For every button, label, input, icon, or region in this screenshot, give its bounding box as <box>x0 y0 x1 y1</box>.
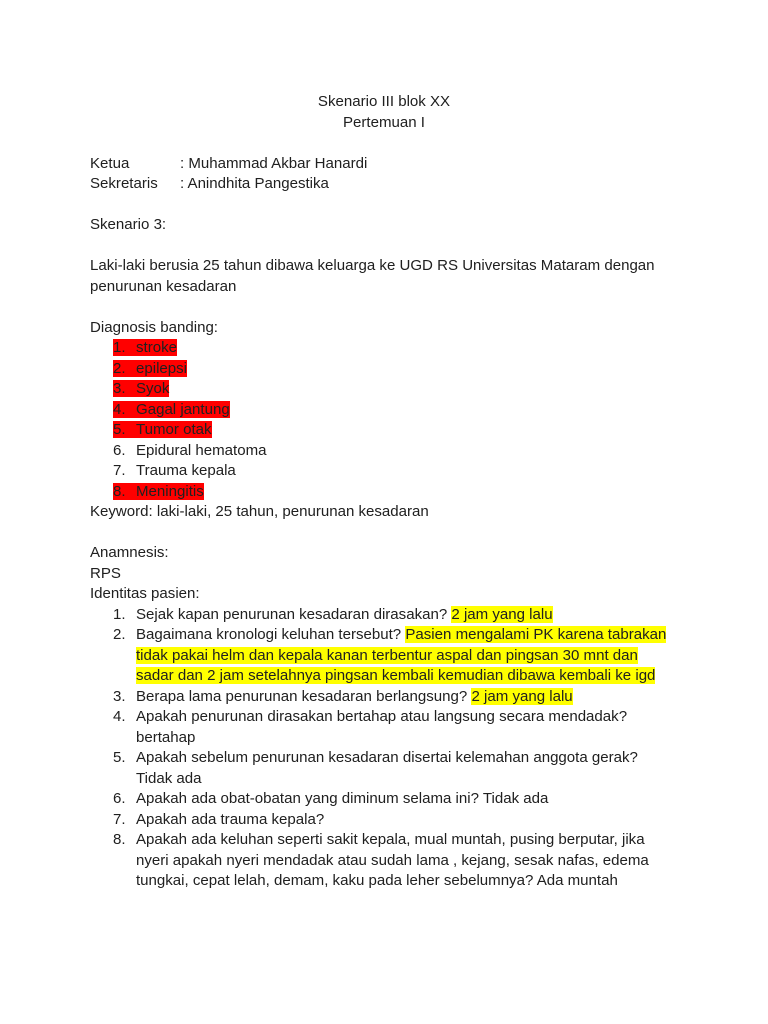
question-text: Berapa lama penurunan kesadaran berlangsung? <box>136 687 468 705</box>
question-item <box>90 625 674 687</box>
diagnosis-text: Tumor otak <box>136 421 212 438</box>
diagnosis-item <box>90 400 678 421</box>
diagnosis-highlight <box>113 421 212 438</box>
answer-text: Tidak ada <box>136 769 202 787</box>
list-number: 8. <box>113 482 126 500</box>
list-number: 5. <box>113 749 126 766</box>
member-row-ketua <box>90 154 678 175</box>
question-text: Apakah ada trauma kepala? <box>136 810 325 828</box>
question-item <box>90 810 674 831</box>
diagnosis-item <box>90 482 678 503</box>
question-text: Apakah sebelum penurunan kesadaran disertai kelemahan anggota gerak? <box>136 749 638 766</box>
diagnosis-text: Gagal jantung <box>136 400 230 418</box>
question-item <box>90 830 674 892</box>
blank-line <box>90 523 678 544</box>
question-text: Apakah ada obat-obatan yang diminum selama ini? <box>136 790 479 807</box>
list-number: 3. <box>113 380 126 397</box>
answer-text: bertahap <box>136 728 196 746</box>
page-title: Skenario III blok XX <box>317 93 451 110</box>
answer-text: Pasien mengalami PK karena tabrakan tidak pakai helm dan kepala kanan terbentur aspal dan pingsan 30 mnt dan sadar dan 2 jam setelahnya pingsan kembali kemudian dibawa kembali ke igd <box>136 626 667 684</box>
list-number: 7. <box>113 810 126 828</box>
list-number: 4. <box>113 708 126 725</box>
blank-line <box>90 297 678 318</box>
member-value: : Anindhita Pangestika <box>180 175 329 192</box>
list-number: 3. <box>113 687 126 705</box>
diagnosis-item <box>90 461 678 482</box>
list-number: 2. <box>113 626 126 643</box>
diagnosis-highlight <box>113 442 266 459</box>
question-item <box>90 605 674 626</box>
list-number: 7. <box>113 462 126 479</box>
blank-line <box>90 133 678 154</box>
scenario-heading: Skenario 3: <box>90 216 167 233</box>
question-item <box>90 748 674 789</box>
keyword-line: Keyword: laki-laki, 25 tahun, penurunan kesadaran <box>90 503 429 520</box>
question-text: Bagaimana kronologi keluhan tersebut? <box>136 626 402 643</box>
diagnosis-highlight <box>113 462 236 479</box>
anamnesis-subheading: RPS <box>90 564 121 582</box>
list-number: 1. <box>113 605 126 623</box>
diagnosis-item <box>90 338 678 359</box>
question-text: Apakah ada keluhan seperti sakit kepala, mual muntah, pusing berputar, jika nyeri apakah nyeri mendadak atau sudah lama , kejang, sesak nafas, edema tungkai, cepat lelah, demam, kaku pada leher sebelumnya? <box>136 831 649 889</box>
list-number: 2. <box>113 359 126 377</box>
member-row-sekretaris <box>90 174 678 195</box>
list-number: 8. <box>113 831 126 848</box>
blank-line <box>90 195 678 216</box>
diagnosis-text: Syok <box>136 380 170 397</box>
diagnosis-text: Trauma kepala <box>136 462 236 479</box>
answer-text: Ada muntah <box>536 872 618 889</box>
answer-text: Tidak ada <box>482 790 549 807</box>
answer-text: 2 jam yang lalu <box>471 687 573 705</box>
diagnosis-highlight <box>113 360 187 377</box>
scenario-text: Laki-laki berusia 25 tahun dibawa keluarga ke UGD RS Universitas Mataram dengan penurunan kesadaran <box>90 257 655 295</box>
member-label: Ketua <box>90 154 130 172</box>
member-value: : Muhammad Akbar Hanardi <box>180 154 368 172</box>
question-text: Apakah penurunan dirasakan bertahap atau langsung secara mendadak? <box>136 708 628 725</box>
diagnosis-item <box>90 359 678 380</box>
diagnosis-highlight <box>113 401 230 418</box>
list-number: 4. <box>113 400 126 418</box>
patient-identity-heading: Identitas pasien: <box>90 585 200 602</box>
diagnosis-text: stroke <box>136 339 177 356</box>
question-item <box>90 707 674 748</box>
page-subtitle: Pertemuan I <box>343 113 425 131</box>
diagnosis-text: Epidural hematoma <box>136 441 267 459</box>
list-number: 1. <box>113 339 126 356</box>
member-label: Sekretaris <box>90 175 158 192</box>
question-list <box>90 605 678 892</box>
answer-text: 2 jam yang lalu <box>451 605 553 623</box>
blank-line <box>90 236 678 257</box>
diagnosis-text: Meningitis <box>136 482 204 500</box>
diagnosis-item <box>90 441 678 462</box>
list-number: 6. <box>113 441 126 459</box>
diagnosis-list <box>90 338 678 502</box>
diagnosis-item <box>90 420 678 441</box>
diagnosis-highlight <box>113 483 204 500</box>
diagnosis-highlight <box>113 380 169 397</box>
list-number: 5. <box>113 421 126 438</box>
question-item <box>90 789 674 810</box>
list-number: 6. <box>113 790 126 807</box>
question-text: Sejak kapan penurunan kesadaran dirasakan? <box>136 605 448 623</box>
anamnesis-heading: Anamnesis: <box>90 544 169 561</box>
question-item <box>90 687 674 708</box>
diagnosis-item <box>90 379 678 400</box>
document-content <box>90 92 678 892</box>
diagnosis-highlight <box>113 339 177 356</box>
diagnosis-text: epilepsi <box>136 359 188 377</box>
diagnosis-heading: Diagnosis banding: <box>90 318 218 336</box>
